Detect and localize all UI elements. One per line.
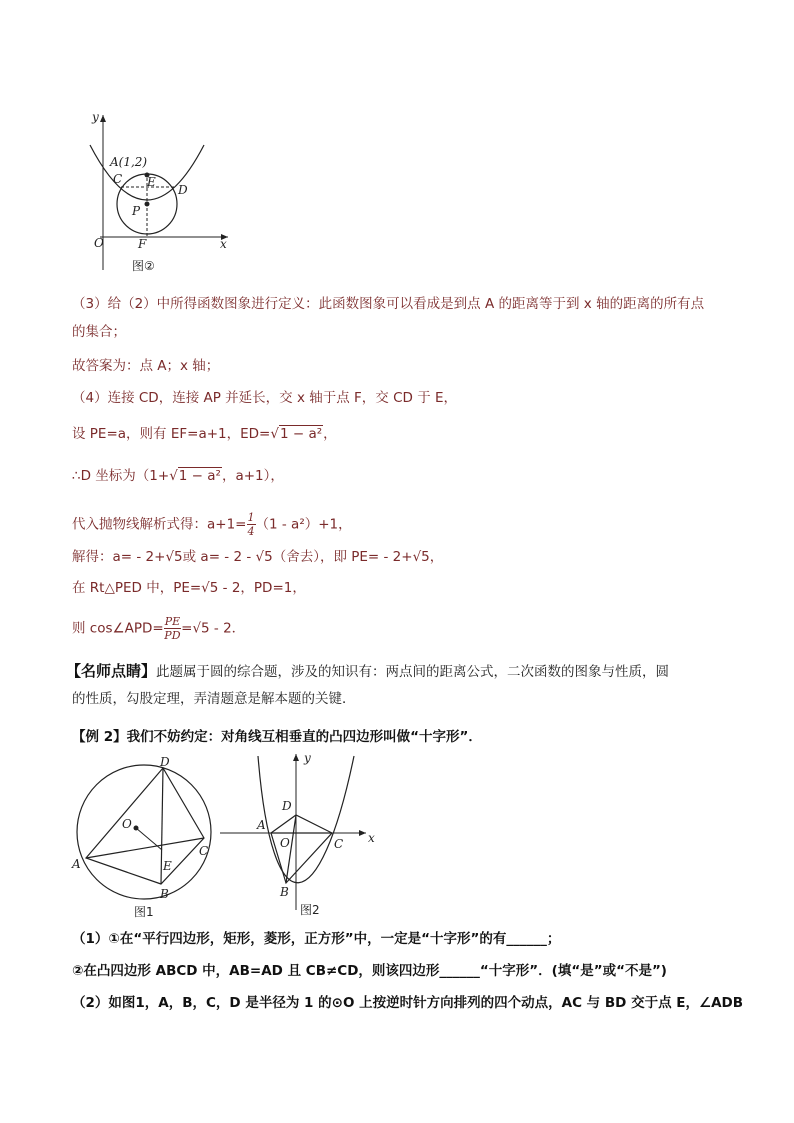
quadrilateral-ABCD (86, 768, 204, 884)
question1-line1: （1）①在“平行四边形，矩形，菱形，正方形”中，一定是“十字形”的有______； (72, 931, 561, 947)
point-P-label: P (132, 204, 141, 218)
fig1-caption: 图1 (134, 905, 154, 919)
x-label: x (220, 237, 227, 251)
solution-p3-line1: （3）给（2）中所得函数图象进行定义：此函数图象可以看成是到点 A 的距离等于到 x 轴的距离的所有点 (72, 296, 705, 312)
point-D-label: D (178, 183, 188, 197)
point-C-label: C (113, 172, 123, 186)
question1-line2: ②在凸四边形 ABCD 中，AB=AD 且 CB≠CD，则该四边形______“十字形”．(填“是”或“不是”) (72, 963, 667, 979)
solution-let: 设 PE=a，则有 EF=a+1，ED=√1 − a²， (72, 426, 337, 442)
solution-p4: （4）连接 CD，连接 AP 并延长，交 x 轴于点 F，交 CD 于 E， (72, 390, 458, 406)
fig2-caption: 图2 (300, 903, 320, 917)
origin-label: O (94, 236, 104, 250)
solution-rt: 在 Rt△PED 中，PE=√5 - 2，PD=1， (72, 580, 306, 596)
circle-O (77, 765, 211, 899)
solution-p3-line2: 的集合； (72, 324, 126, 340)
point-E-label: E (147, 175, 156, 189)
fig1-O-label: O (122, 817, 132, 831)
point-P (145, 202, 150, 207)
fig1-D-label: D (160, 755, 170, 769)
fig2-A-label: A (257, 818, 266, 832)
solution-solve: 解得：a= - 2+√5或 a= - 2 - √5（舍去），即 PE= - 2+√5， (72, 549, 444, 565)
comment-line2: 的性质，勾股定理，弄清题意是解本题的关键． (72, 691, 356, 707)
fig2-D-label: D (282, 799, 292, 813)
figure-caption: 图② (132, 259, 155, 273)
circle-quadrilateral-figure (66, 752, 226, 922)
example2-title: 【例 2】我们不妨约定：对角线互相垂直的凸四边形叫做“十字形”． (72, 729, 482, 745)
comment-tag: 【名师点睛】 (66, 662, 157, 680)
fig1-B-label: B (160, 887, 169, 901)
fig2-C-label: C (334, 837, 344, 851)
diagonal-AC (86, 838, 204, 858)
fig2-y-label: y (304, 751, 311, 765)
question2-line1: （2）如图1，A，B，C，D 是半径为 1 的⊙O 上按逆时针方向排列的四个动点，AC 与 BD 交于点 E，∠ADB (72, 995, 744, 1011)
fig1-C-label: C (199, 844, 209, 858)
comment-line1: 【名师点睛】此题属于圆的综合题，涉及的知识有：两点间的距离公式，二次函数的图象与性质，圆 (66, 662, 670, 680)
solution-substitute: 代入抛物线解析式得：a+1= $\frac{1}{4}$ （1 - a²）+1， (72, 511, 352, 538)
point-F-label: F (138, 237, 147, 251)
fig1-A-label: A (72, 857, 81, 871)
point-A-label: A(1,2) (110, 155, 148, 169)
parabola-quadrilateral-figure (220, 750, 380, 920)
fig2-x-label: x (368, 831, 375, 845)
fig2-O-label: O (280, 836, 290, 850)
segment-OE (136, 828, 162, 850)
y-label: y (92, 110, 99, 124)
solution-coord: ∴D 坐标为（1+√1 − a²，a+1）， (72, 468, 284, 484)
solution-answer: 故答案为：点 A；x 轴； (72, 358, 220, 374)
center-O (134, 826, 139, 831)
fig2-B-label: B (280, 885, 289, 899)
fig1-E-label: E (163, 859, 172, 873)
parabola-circle-figure (70, 105, 240, 280)
solution-cos: 则 cos∠APD= $\frac{PE}{PD}$ =√5 - 2． (72, 615, 246, 642)
